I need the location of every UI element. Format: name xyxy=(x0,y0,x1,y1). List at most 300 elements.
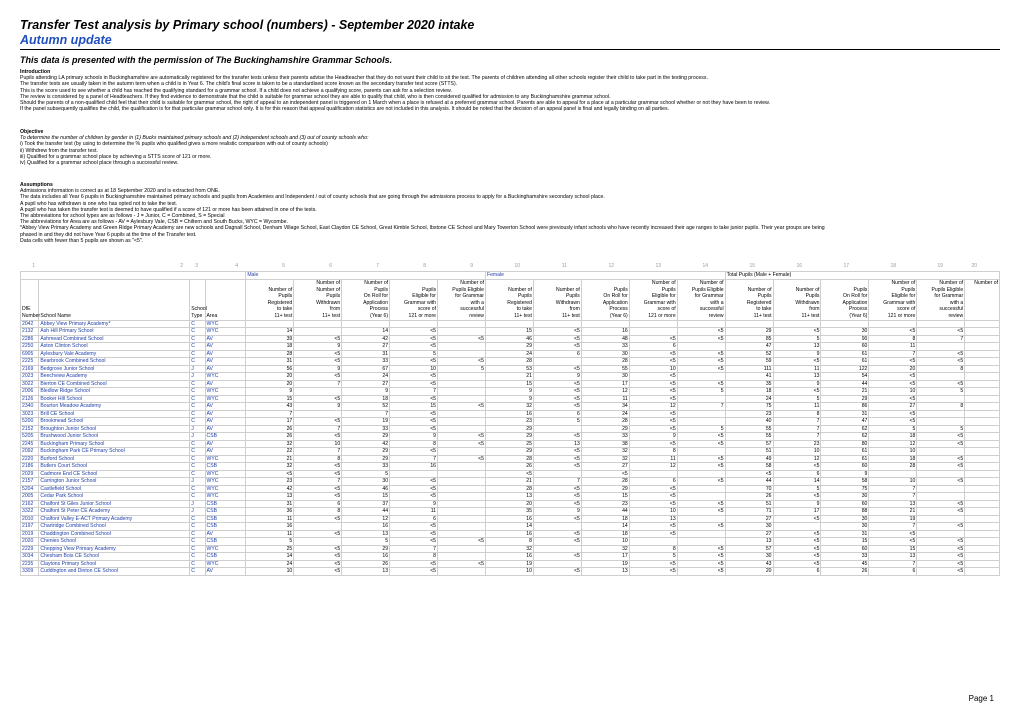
column-header-cell: Registered xyxy=(246,300,294,307)
area-cell: WYC xyxy=(205,320,246,328)
value-cell: <5 xyxy=(390,478,438,486)
value-cell: 29 xyxy=(581,425,629,433)
value-cell: <5 xyxy=(390,538,438,546)
value-cell: 12 xyxy=(342,515,390,523)
column-header-cell xyxy=(485,280,533,287)
value-cell: 47 xyxy=(725,343,773,351)
value-cell xyxy=(965,508,1000,516)
column-header-cell: Withdrawn xyxy=(294,300,342,307)
value-cell: 44 xyxy=(725,478,773,486)
value-cell: <5 xyxy=(294,350,342,358)
area-cell: AV xyxy=(205,410,246,418)
value-cell: 51 xyxy=(725,448,773,456)
school-name-cell: Brill CE School xyxy=(39,410,190,418)
value-cell: 15 xyxy=(485,380,533,388)
column-header-cell xyxy=(246,280,294,287)
value-cell: <5 xyxy=(917,350,965,358)
table-row xyxy=(21,515,1000,523)
column-header-cell: Pupils xyxy=(821,287,869,294)
value-cell: <5 xyxy=(869,530,917,538)
value-cell: 11 xyxy=(581,395,629,403)
value-cell: 27 xyxy=(725,515,773,523)
value-cell: 20 xyxy=(485,500,533,508)
value-cell: 9 xyxy=(294,365,342,373)
column-header-cell: Number of xyxy=(342,280,390,287)
introduction-line: This is the score used to see whether a child has reached the qualifying standard for a grammar school. If a child does not achieve a qualifying score, parents can ask for a selection review. xyxy=(20,87,452,94)
column-header-cell: Registered xyxy=(725,300,773,307)
dfe-number-cell: 2005 xyxy=(21,493,39,501)
value-cell: 47 xyxy=(821,418,869,426)
column-header-cell xyxy=(21,293,39,300)
introduction-line: Should the parents of a non-qualified child feel that their child is suitable for grammar school, the right of appeal to an independent panel is triggered on 1 March when a place is refused at a preferred grammar school. Parents are able to appeal for a place at a particular grammar school whether or not they have been to review. xyxy=(20,100,771,107)
value-cell xyxy=(965,485,1000,493)
value-cell: <5 xyxy=(869,373,917,381)
school-name-cell: Chepping View Primary Academy xyxy=(39,545,190,553)
column-header-cell xyxy=(965,293,1000,300)
area-cell: AV xyxy=(205,568,246,576)
school-name-cell: Cedar Park School xyxy=(39,493,190,501)
value-cell: 31 xyxy=(821,530,869,538)
value-cell: 29 xyxy=(342,433,390,441)
value-cell: 8 xyxy=(485,538,533,546)
area-cell: CSB xyxy=(205,508,246,516)
value-cell: 12 xyxy=(773,455,821,463)
value-cell: <5 xyxy=(485,470,533,478)
value-cell xyxy=(533,560,581,568)
value-cell: 5 xyxy=(773,395,821,403)
column-header-cell: Number of xyxy=(438,280,486,287)
area-cell: WYC xyxy=(205,478,246,486)
school-name-cell: Bledlow Ridge School xyxy=(39,388,190,396)
introduction-heading: Introduction xyxy=(20,69,51,75)
value-cell: 31 xyxy=(821,410,869,418)
column-header-cell xyxy=(39,293,190,300)
value-cell: <5 xyxy=(390,358,438,366)
value-cell: 6 xyxy=(869,568,917,576)
value-cell: 8 xyxy=(390,440,438,448)
value-cell xyxy=(677,538,725,546)
value-cell: <5 xyxy=(294,530,342,538)
column-number: 11 xyxy=(561,263,567,269)
column-header-cell: Number of xyxy=(294,280,342,287)
value-cell: <5 xyxy=(438,403,486,411)
page-number: Page 1 xyxy=(968,694,994,703)
column-header-cell: Pupils xyxy=(246,293,294,300)
dfe-number-cell: 2225 xyxy=(21,358,39,366)
value-cell xyxy=(965,328,1000,336)
value-cell: 9 xyxy=(246,388,294,396)
value-cell xyxy=(917,320,965,328)
value-cell: 16 xyxy=(390,463,438,471)
value-cell: <5 xyxy=(390,328,438,336)
value-cell: 19 xyxy=(485,560,533,568)
column-header-cell xyxy=(39,287,190,294)
value-cell: 14 xyxy=(485,523,533,531)
value-cell: <5 xyxy=(581,470,629,478)
school-type-cell: J xyxy=(190,425,205,433)
column-header-cell: (Year 6) xyxy=(342,313,390,320)
column-header-cell: successful xyxy=(438,306,486,313)
column-header-cell xyxy=(21,287,39,294)
value-cell: 29 xyxy=(342,455,390,463)
value-cell: 13 xyxy=(725,538,773,546)
column-header-cell: Number of xyxy=(725,287,773,294)
column-header-cell: Area xyxy=(205,313,246,320)
value-cell: 15 xyxy=(390,403,438,411)
value-cell: 10 xyxy=(869,448,917,456)
value-cell xyxy=(773,320,821,328)
objective-line: iv) Qualified for a grammar school place through a successful review. xyxy=(20,160,179,167)
value-cell: 32 xyxy=(485,403,533,411)
column-header-cell: for Grammar xyxy=(438,293,486,300)
value-cell: 70 xyxy=(725,485,773,493)
value-cell xyxy=(725,320,773,328)
column-header-cell: Withdrawn xyxy=(773,300,821,307)
value-cell: <5 xyxy=(294,358,342,366)
permission-note: This data is presented with the permission of The Buckinghamshire Grammar Schools. xyxy=(20,55,393,65)
value-cell: 18 xyxy=(725,388,773,396)
table-row xyxy=(21,500,1000,508)
school-name-cell: Castlefield School xyxy=(39,485,190,493)
table-row xyxy=(21,328,1000,336)
value-cell: 16 xyxy=(485,530,533,538)
school-type-cell: C xyxy=(190,410,205,418)
column-header-cell: score of xyxy=(629,306,677,313)
table-row xyxy=(21,448,1000,456)
value-cell: 6 xyxy=(533,350,581,358)
value-cell: 18 xyxy=(869,455,917,463)
value-cell: <5 xyxy=(629,388,677,396)
value-cell: 7 xyxy=(869,523,917,531)
value-cell: <5 xyxy=(773,358,821,366)
area-cell: CSB xyxy=(205,463,246,471)
column-header-cell xyxy=(821,280,869,287)
school-type-cell: C xyxy=(190,568,205,576)
value-cell: 9 xyxy=(342,388,390,396)
value-cell xyxy=(917,485,965,493)
value-cell xyxy=(438,343,486,351)
value-cell: 60 xyxy=(821,500,869,508)
value-cell: 32 xyxy=(246,440,294,448)
school-type-cell: C xyxy=(190,343,205,351)
column-header-cell xyxy=(965,313,1000,320)
value-cell: 23 xyxy=(581,500,629,508)
column-header-cell: Pupils xyxy=(869,287,917,294)
column-header-cell: Number of xyxy=(294,287,342,294)
value-cell: <5 xyxy=(390,493,438,501)
value-cell xyxy=(294,538,342,546)
value-cell: 30 xyxy=(821,493,869,501)
value-cell: <5 xyxy=(917,500,965,508)
value-cell: 27 xyxy=(342,380,390,388)
value-cell: <5 xyxy=(629,350,677,358)
value-cell: <5 xyxy=(629,410,677,418)
school-name-cell: Buckingham Park CE Primary School xyxy=(39,448,190,456)
value-cell: 7 xyxy=(246,410,294,418)
column-header-cell: Pupils xyxy=(294,293,342,300)
value-cell: 122 xyxy=(821,365,869,373)
column-header-cell: Eligible for xyxy=(629,293,677,300)
value-cell: 32 xyxy=(581,545,629,553)
value-cell: 7 xyxy=(294,448,342,456)
value-cell: <5 xyxy=(917,568,965,576)
value-cell xyxy=(917,343,965,351)
value-cell xyxy=(246,320,294,328)
value-cell: 10 xyxy=(581,538,629,546)
value-cell: 9 xyxy=(629,433,677,441)
column-number-strip xyxy=(20,263,1000,271)
value-cell xyxy=(965,448,1000,456)
value-cell: <5 xyxy=(294,485,342,493)
dfe-number-cell: 2235 xyxy=(21,560,39,568)
value-cell: 35 xyxy=(725,380,773,388)
value-cell xyxy=(965,350,1000,358)
value-cell: 7 xyxy=(869,560,917,568)
value-cell: 20 xyxy=(246,373,294,381)
value-cell: <5 xyxy=(629,358,677,366)
school-type-cell: C xyxy=(190,485,205,493)
value-cell xyxy=(438,515,486,523)
column-header-cell: Application xyxy=(581,300,629,307)
dfe-number-cell: 5200 xyxy=(21,418,39,426)
value-cell: <5 xyxy=(773,463,821,471)
area-cell: WYC xyxy=(205,373,246,381)
column-header-cell: School Name xyxy=(39,313,190,320)
value-cell: 7 xyxy=(342,410,390,418)
value-cell xyxy=(965,500,1000,508)
value-cell: <5 xyxy=(294,433,342,441)
value-cell: <5 xyxy=(629,560,677,568)
column-header-cell xyxy=(581,280,629,287)
value-cell: 10 xyxy=(246,568,294,576)
value-cell: 24 xyxy=(725,395,773,403)
value-cell: <5 xyxy=(390,523,438,531)
value-cell: 13 xyxy=(773,373,821,381)
value-cell: 8 xyxy=(294,455,342,463)
school-name-cell: Chalfont St Giles Junior School xyxy=(39,500,190,508)
value-cell: <5 xyxy=(438,455,486,463)
value-cell: 21 xyxy=(485,478,533,486)
school-name-cell: Chenies School xyxy=(39,538,190,546)
school-type-cell: C xyxy=(190,530,205,538)
value-cell: <5 xyxy=(390,530,438,538)
value-cell: 75 xyxy=(821,485,869,493)
area-cell: WYC xyxy=(205,493,246,501)
assumptions-line: The abbreviations for school types are as follows - J = Junior, C = Combined, S = Special xyxy=(20,213,225,220)
introduction-line: The transfer tests are usually taken in the autumn term when a child is in Year 6. The child's final score is taken to be a standardised score known as the secondary transfer test score (STTS). xyxy=(20,81,458,88)
table-row xyxy=(21,545,1000,553)
school-type-cell: C xyxy=(190,335,205,343)
value-cell: 8 xyxy=(629,448,677,456)
column-header-cell: Pupils Eligible xyxy=(917,287,965,294)
value-cell: 8 xyxy=(917,403,965,411)
value-cell: 7 xyxy=(677,403,725,411)
value-cell: 90 xyxy=(821,335,869,343)
value-cell: 29 xyxy=(581,485,629,493)
area-cell: AV xyxy=(205,365,246,373)
school-type-cell: C xyxy=(190,560,205,568)
value-cell: 5 xyxy=(342,470,390,478)
value-cell: 14 xyxy=(342,328,390,336)
value-cell xyxy=(965,440,1000,448)
assumptions-line: Data cells with fewer than 5 pupils are shown as "<5". xyxy=(20,237,144,244)
school-type-cell: C xyxy=(190,418,205,426)
value-cell: 49 xyxy=(725,455,773,463)
area-cell: WYC xyxy=(205,395,246,403)
table-row xyxy=(21,373,1000,381)
value-cell: 6 xyxy=(629,478,677,486)
value-cell: <5 xyxy=(438,433,486,441)
school-data-table xyxy=(20,271,1000,576)
column-header-cell: (Year 6) xyxy=(821,313,869,320)
value-cell xyxy=(917,418,965,426)
value-cell: 6 xyxy=(773,568,821,576)
school-name-cell: Chartridge Combined School xyxy=(39,523,190,531)
column-header-cell: Number xyxy=(22,313,41,320)
area-cell: WYC xyxy=(205,485,246,493)
column-header-cell: review xyxy=(438,313,486,320)
value-cell: <5 xyxy=(533,380,581,388)
value-cell xyxy=(965,403,1000,411)
column-header-cell xyxy=(965,300,1000,307)
school-name-cell: Beechview Academy xyxy=(39,373,190,381)
area-cell: AV xyxy=(205,335,246,343)
value-cell xyxy=(438,388,486,396)
school-name-cell: Broughton Junior School xyxy=(39,425,190,433)
column-header-cell: On Roll for xyxy=(581,293,629,300)
column-header-cell xyxy=(205,293,246,300)
school-type-cell: C xyxy=(190,553,205,561)
dfe-number-cell: 2029 xyxy=(21,470,39,478)
value-cell: 27 xyxy=(869,403,917,411)
value-cell: 23 xyxy=(246,478,294,486)
value-cell xyxy=(390,470,438,478)
column-header-cell: for Grammar xyxy=(917,293,965,300)
table-row xyxy=(21,320,1000,328)
school-type-cell: C xyxy=(190,448,205,456)
group-header-male: Male xyxy=(246,272,486,280)
column-header-cell: Number of xyxy=(533,287,581,294)
school-name-cell: Chesham Bois CE School xyxy=(39,553,190,561)
area-cell: WYC xyxy=(205,455,246,463)
value-cell: <5 xyxy=(677,545,725,553)
value-cell: <5 xyxy=(294,553,342,561)
value-cell: <5 xyxy=(533,568,581,576)
table-row xyxy=(21,395,1000,403)
value-cell: 23 xyxy=(725,410,773,418)
value-cell: <5 xyxy=(677,335,725,343)
value-cell: 7 xyxy=(390,388,438,396)
value-cell: 5 xyxy=(677,425,725,433)
value-cell: 39 xyxy=(246,335,294,343)
area-cell: AV xyxy=(205,530,246,538)
value-cell: <5 xyxy=(533,328,581,336)
column-number: 15 xyxy=(749,263,755,269)
column-number: 6 xyxy=(329,263,332,269)
value-cell xyxy=(677,530,725,538)
objective-line: iii) Qualified for a grammar school place by achieving a STTS score of 121 or more. xyxy=(20,153,212,160)
column-header-cell: successful xyxy=(677,306,725,313)
value-cell xyxy=(965,478,1000,486)
value-cell: <5 xyxy=(773,560,821,568)
value-cell xyxy=(438,425,486,433)
assumptions-line: Admissions information is correct as at 18 September 2020 and is extracted from ONE. xyxy=(20,188,220,195)
value-cell: 7 xyxy=(869,493,917,501)
dfe-number-cell: 3322 xyxy=(21,508,39,516)
dfe-number-cell: 3022 xyxy=(21,380,39,388)
value-cell: 6 xyxy=(629,343,677,351)
value-cell: 26 xyxy=(342,560,390,568)
value-cell: 33 xyxy=(821,553,869,561)
value-cell: <5 xyxy=(294,560,342,568)
assumptions-line: *Abbey View Primary Academy and Green Ridge Primary Academy are new schools and Dagnall School, Denham Village School, East Claydon CE School, Great Kimble School, Ibstone CE School and Mary Towerton School were previously infant schools who have recently increased their age ranges to take junior pupils. Their year groups are being xyxy=(20,225,825,232)
column-header-cell: Eligible for xyxy=(869,293,917,300)
value-cell: <5 xyxy=(390,395,438,403)
value-cell: <5 xyxy=(390,343,438,351)
column-header-cell: DfE xyxy=(21,306,39,313)
value-cell: 9 xyxy=(390,500,438,508)
value-cell: <5 xyxy=(677,350,725,358)
column-header-cell: Withdrawn xyxy=(533,300,581,307)
column-header-cell: Pupils xyxy=(773,293,821,300)
value-cell: 15 xyxy=(485,328,533,336)
report-title: Transfer Test analysis by Primary school (numbers) - September 2020 intake xyxy=(20,18,475,32)
school-name-cell: Ashmead Combined School xyxy=(39,335,190,343)
value-cell: 5 xyxy=(246,538,294,546)
value-cell: <5 xyxy=(533,553,581,561)
school-name-cell: Bourton Meadow Academy xyxy=(39,403,190,411)
value-cell xyxy=(438,478,486,486)
value-cell: 6 xyxy=(294,500,342,508)
value-cell: <5 xyxy=(533,365,581,373)
value-cell: <5 xyxy=(917,560,965,568)
value-cell: 14 xyxy=(246,553,294,561)
value-cell: 32 xyxy=(581,455,629,463)
value-cell: <5 xyxy=(677,523,725,531)
value-cell: 61 xyxy=(821,358,869,366)
value-cell: 13 xyxy=(485,493,533,501)
area-cell: AV xyxy=(205,358,246,366)
table-row xyxy=(21,380,1000,388)
value-cell: 5 xyxy=(773,335,821,343)
value-cell: 24 xyxy=(581,410,629,418)
value-cell: 29 xyxy=(485,448,533,456)
value-cell: 54 xyxy=(821,373,869,381)
value-cell: 31 xyxy=(246,500,294,508)
value-cell: <5 xyxy=(677,365,725,373)
value-cell: 5 xyxy=(773,485,821,493)
assumptions-line: The abbreviations for Area are as follows - AV = Aylesbury Vale, CSB = Chiltern and South Bucks, WYC = Wycombe. xyxy=(20,219,288,226)
column-header-row xyxy=(21,313,1000,320)
table-row xyxy=(21,388,1000,396)
value-cell: 6 xyxy=(390,515,438,523)
value-cell: 9 xyxy=(485,395,533,403)
column-number: 19 xyxy=(937,263,943,269)
group-header-blank xyxy=(21,272,246,280)
column-number: 20 xyxy=(971,263,977,269)
value-cell: <5 xyxy=(677,328,725,336)
value-cell: 30 xyxy=(581,350,629,358)
value-cell xyxy=(485,320,533,328)
table-row xyxy=(21,553,1000,561)
value-cell: <5 xyxy=(917,455,965,463)
column-header-cell: School xyxy=(191,306,207,313)
value-cell: <5 xyxy=(533,395,581,403)
value-cell: 61 xyxy=(821,455,869,463)
value-cell: <5 xyxy=(294,418,342,426)
school-name-cell: Butlers Court School xyxy=(39,463,190,471)
assumptions-line: A pupil who has taken the transfer test is deemed to have qualified if a score of 121 or more has been attained in one of the tests. xyxy=(20,206,317,213)
